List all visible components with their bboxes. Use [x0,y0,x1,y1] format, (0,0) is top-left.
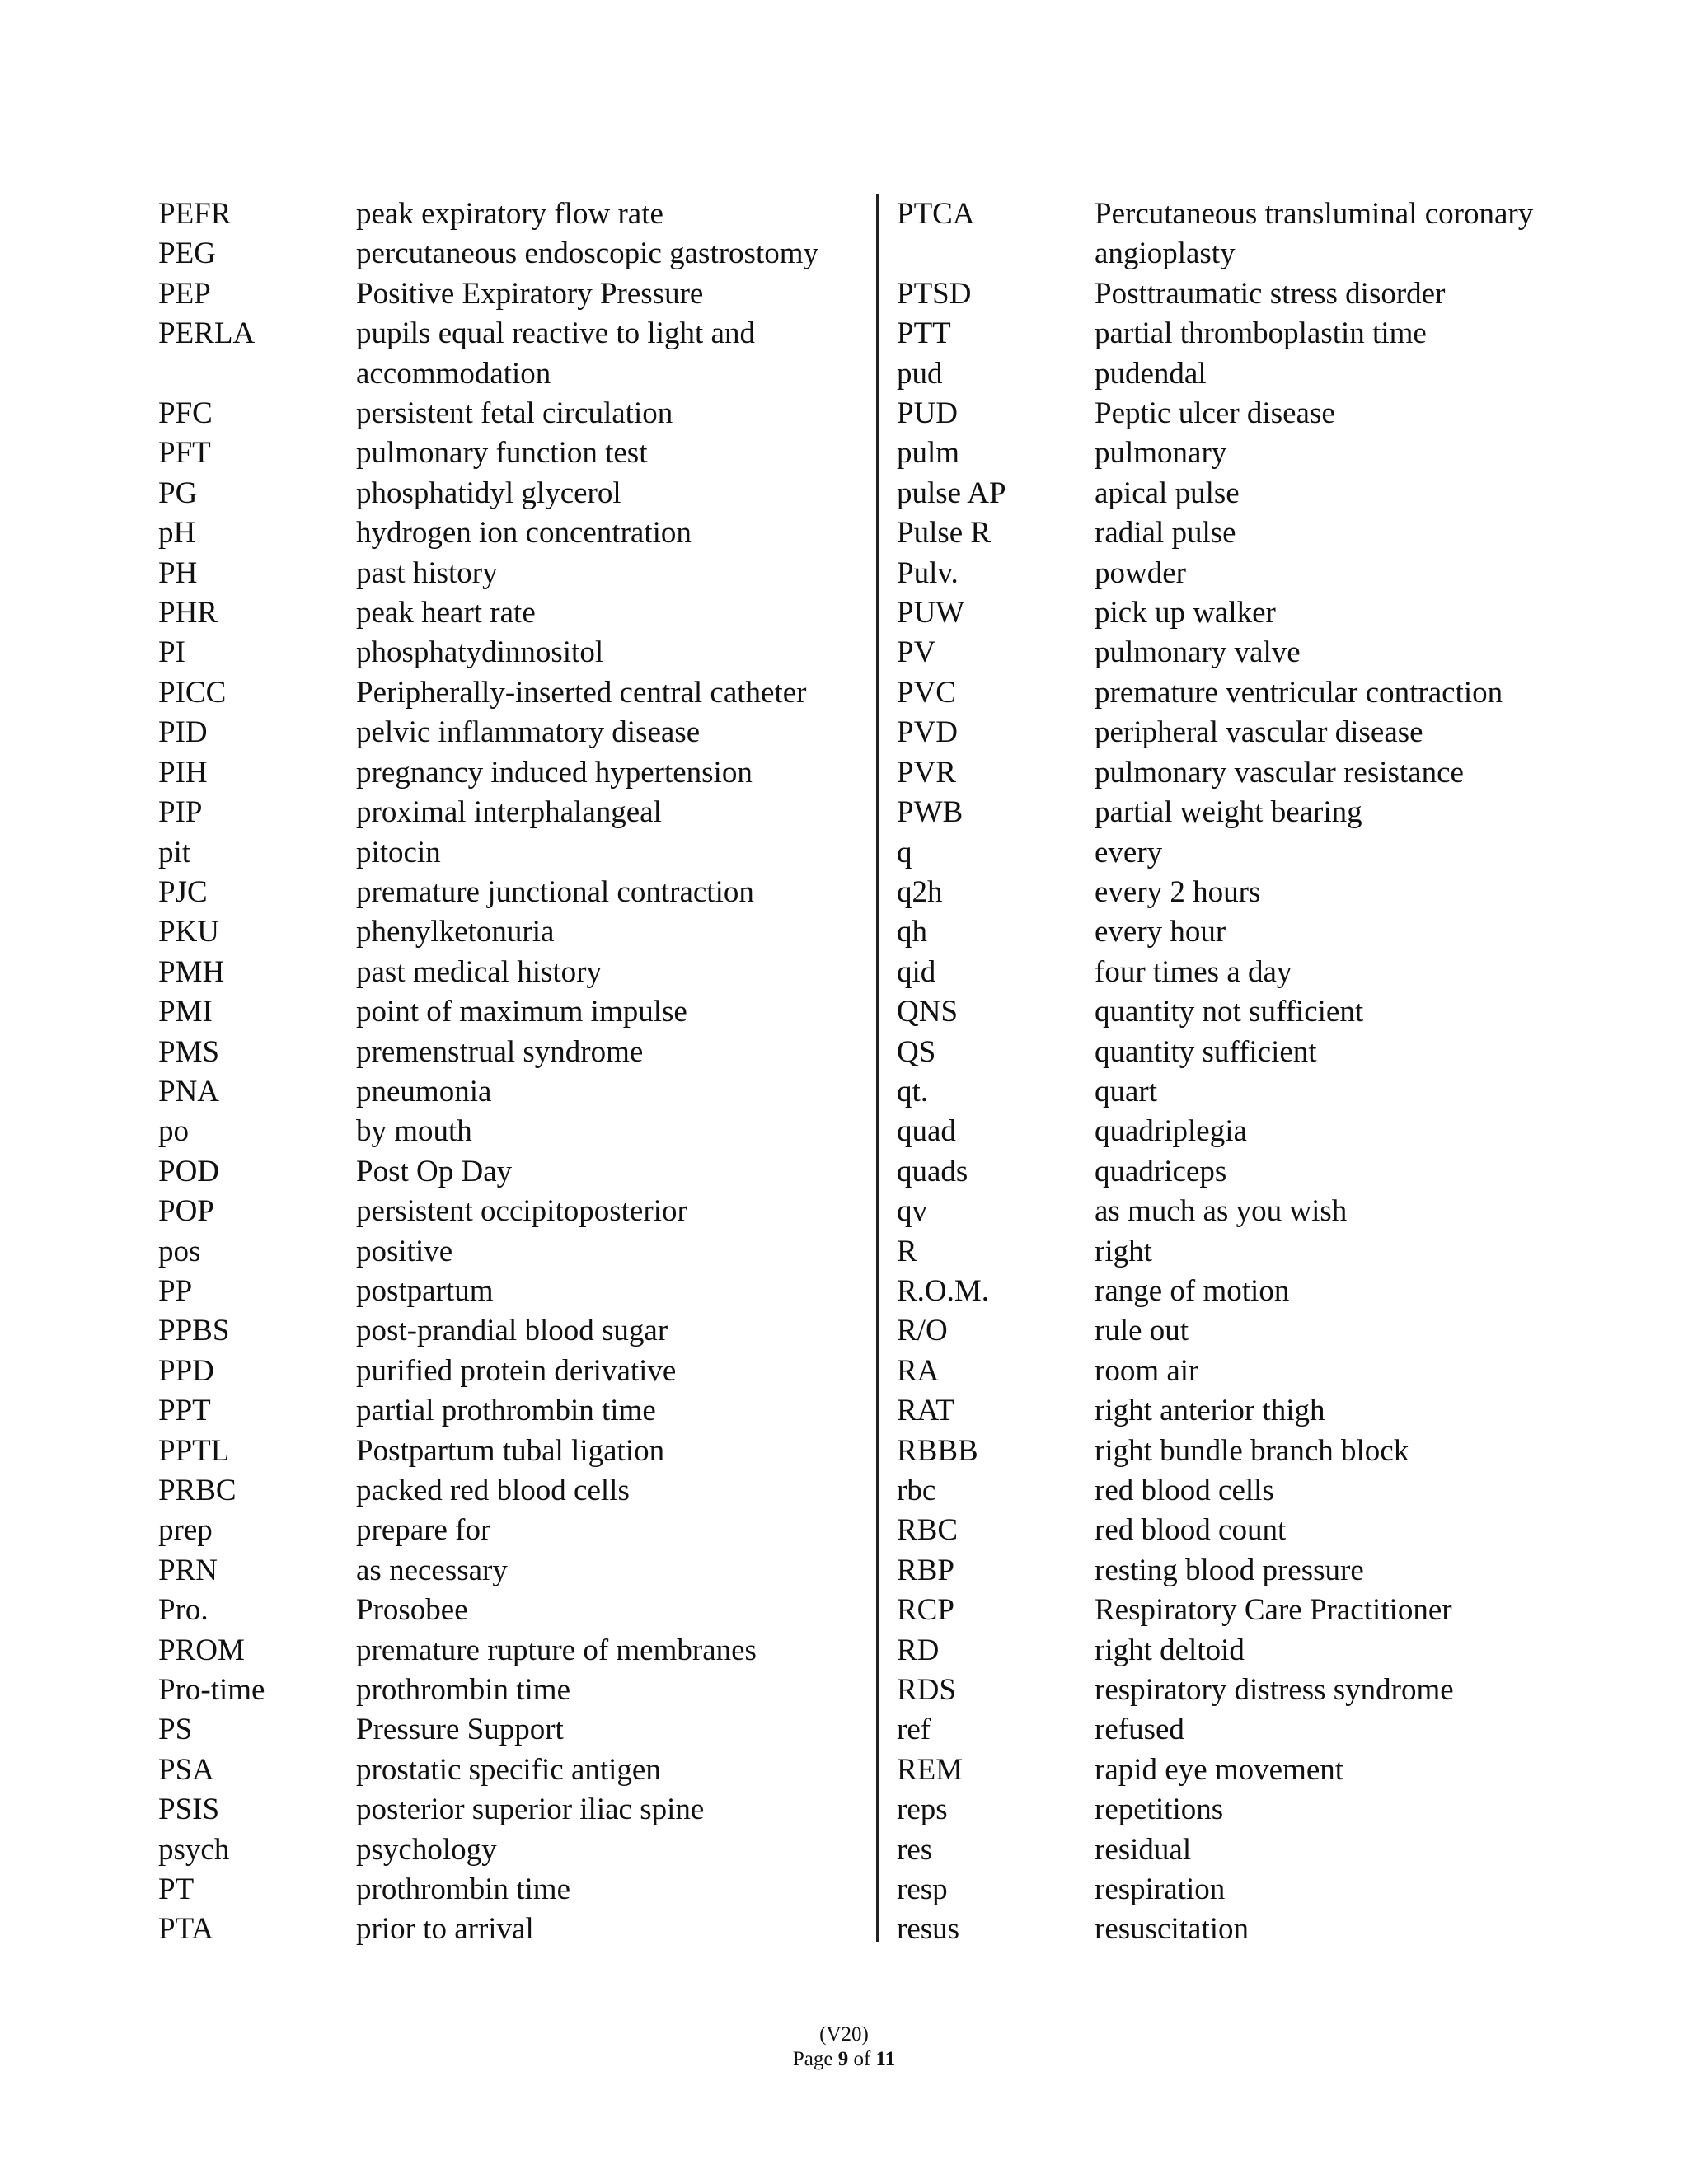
definition: quart [1095,1074,1158,1108]
abbreviation: pit [158,835,191,869]
abbreviation: Pro. [158,1593,209,1628]
abbreviation: PPT [158,1394,211,1428]
abbreviation: PMS [158,1034,220,1069]
glossary-entry [158,912,859,952]
page-current: 9 [837,2048,849,2070]
definition: positive [356,1234,453,1268]
definition: by mouth [356,1114,472,1149]
glossary-entry [897,1551,1556,1591]
definition: Pressure Support [356,1713,564,1747]
abbreviation: PIP [158,795,203,830]
glossary-entry [158,434,859,473]
definition: every hour [1095,915,1226,949]
abbreviation: Pro-time [158,1673,265,1708]
abbreviation: PRN [158,1553,218,1587]
abbreviation: PVR [897,755,956,790]
glossary-entry [158,873,859,912]
glossary-entry [158,953,859,992]
glossary-entry [158,713,859,752]
glossary-entry [158,1830,859,1870]
abbreviation: rbc [897,1474,936,1507]
glossary-entry [158,314,859,394]
glossary-entry [897,1352,1556,1391]
glossary-entry [158,1870,859,1910]
glossary-entry [897,314,1556,354]
abbreviation: qh [897,915,927,949]
definition: premenstrual syndrome [356,1034,644,1069]
definition: phosphatydinnositol [356,635,604,670]
definition: Peripherally-inserted central catheter [356,675,807,710]
abbreviation: RAT [897,1394,954,1428]
glossary-entry [897,1232,1556,1272]
abbreviation: psych [158,1832,230,1867]
glossary-entry [897,1471,1556,1511]
glossary-entry [897,1750,1556,1790]
abbreviation: po [158,1114,189,1149]
abbreviation: qt. [897,1074,929,1108]
definition: apical pulse [1095,476,1240,510]
definition: Postpartum tubal ligation [356,1433,665,1468]
definition: psychology [356,1832,497,1867]
glossary-table [0,194,1688,1947]
glossary-entry [897,194,1556,274]
definition: Respiratory Care Practitioner [1095,1593,1452,1628]
definition: pupils equal reactive to light and accommodation [356,316,755,391]
definition: radial pulse [1095,516,1236,551]
definition: packed red blood cells [356,1474,630,1507]
abbreviation: PROM [158,1633,245,1667]
abbreviation: PPTL [158,1433,230,1468]
abbreviation: R.O.M. [897,1273,990,1308]
abbreviation: pH [158,516,196,551]
definition: premature rupture of membranes [356,1633,757,1667]
abbreviation: PVC [897,675,956,710]
glossary-entry [897,992,1556,1032]
glossary-entry [897,1631,1556,1671]
glossary-entry [897,1311,1556,1351]
abbreviation: PV [897,635,936,670]
glossary-entry [897,1591,1556,1630]
glossary-entry [897,713,1556,752]
abbreviation: RA [897,1353,940,1388]
glossary-entry [158,1710,859,1750]
definition: quantity sufficient [1095,1034,1317,1069]
definition: rule out [1095,1314,1189,1348]
abbreviation: PMH [158,954,225,989]
abbreviation: pulse AP [897,476,1006,510]
glossary-entry [897,953,1556,992]
abbreviation: PEG [158,237,216,271]
glossary-entry [158,1671,859,1710]
definition: persistent occipitoposterior [356,1194,687,1229]
definition: right bundle branch block [1095,1433,1409,1468]
definition: hydrogen ion concentration [356,516,692,551]
definition: right [1095,1234,1152,1268]
abbreviation: POP [158,1194,214,1229]
page-of: of [853,2048,871,2070]
glossary-entry [897,793,1556,832]
abbreviation: resus [897,1912,960,1947]
glossary-entry [158,274,859,314]
abbreviation: RCP [897,1593,954,1628]
abbreviation: PHR [158,596,218,630]
definition: pelvic inflammatory disease [356,715,701,750]
abbreviation: PEP [158,276,211,311]
abbreviation: reps [897,1793,948,1827]
definition: Percutaneous transluminal coronary angioplasty [1095,197,1534,271]
glossary-entry [897,513,1556,553]
glossary-entry [897,912,1556,952]
definition: right deltoid [1095,1633,1245,1667]
abbreviation: PTA [158,1912,213,1947]
definition: pregnancy induced hypertension [356,755,753,790]
definition: phenylketonuria [356,915,555,949]
definition: as much as you wish [1095,1194,1348,1229]
definition: rapid eye movement [1095,1752,1344,1787]
abbreviation: RBC [897,1513,959,1548]
abbreviation: ref [897,1713,931,1747]
abbreviation: Pulv. [897,555,959,590]
glossary-entry [158,1432,859,1471]
abbreviation: pos [158,1234,201,1268]
definition: premature junctional contraction [356,874,754,909]
definition: resuscitation [1095,1912,1250,1947]
abbreviation: PS [158,1713,193,1747]
definition: pick up walker [1095,596,1276,630]
abbreviation: PUW [897,596,965,630]
abbreviation: PPBS [158,1314,230,1348]
abbreviation: PP [158,1273,193,1308]
abbreviation: PVD [897,715,959,750]
definition: pudendal [1095,356,1207,391]
abbreviation: PID [158,715,208,750]
glossary-entry [897,1710,1556,1750]
glossary-entry [158,1631,859,1671]
glossary-entry [158,554,859,593]
definition: phosphatidyl glycerol [356,476,621,510]
abbreviation: resp [897,1872,948,1907]
glossary-entry [158,1511,859,1550]
abbreviation: POD [158,1154,220,1188]
glossary-entry [158,1352,859,1391]
page-total: 11 [875,2048,896,2070]
definition: Prosobee [356,1593,468,1628]
definition: partial weight bearing [1095,795,1362,830]
abbreviation: PTSD [897,276,972,311]
glossary-entry [158,1311,859,1351]
definition: partial prothrombin time [356,1394,656,1428]
glossary-entry [158,1750,859,1790]
definition: proximal interphalangeal [356,795,662,830]
abbreviation: PICC [158,675,227,710]
abbreviation: PEFR [158,197,232,231]
abbreviation: PKU [158,915,220,949]
glossary-entry [897,1192,1556,1231]
abbreviation: quad [897,1114,956,1149]
glossary-entry [897,753,1556,793]
abbreviation: PRBC [158,1474,237,1507]
glossary-entry [158,1391,859,1431]
page-prefix: Page [792,2048,833,2070]
glossary-entry [158,753,859,793]
abbreviation: PFT [158,436,211,471]
glossary-entry [897,1272,1556,1311]
definition: postpartum [356,1273,494,1308]
glossary-entry [897,394,1556,434]
definition: pneumonia [356,1074,492,1108]
definition: peripheral vascular disease [1095,715,1423,750]
definition: premature ventricular contraction [1095,675,1503,710]
glossary-entry [158,833,859,873]
definition: right anterior thigh [1095,1394,1325,1428]
abbreviation: q2h [897,874,943,909]
abbreviation: RBP [897,1553,954,1587]
definition: percutaneous endoscopic gastrostomy [356,237,819,271]
definition: posterior superior iliac spine [356,1793,705,1827]
definition: quantity not sufficient [1095,995,1364,1029]
definition: Posttraumatic stress disorder [1095,276,1446,311]
glossary-entry [158,1112,859,1151]
definition: post-prandial blood sugar [356,1314,668,1348]
glossary-entry [897,1391,1556,1431]
right-column [897,194,1556,1950]
abbreviation: RDS [897,1673,956,1708]
definition: prepare for [356,1513,491,1548]
glossary-entry [897,1870,1556,1910]
glossary-entry [897,833,1556,873]
left-column [158,194,859,1950]
definition: quadriplegia [1095,1114,1247,1149]
abbreviation: PTT [897,316,951,351]
definition: prostatic specific antigen [356,1752,661,1787]
glossary-entry [897,1910,1556,1949]
glossary-entry [897,554,1556,593]
abbreviation: qid [897,954,936,989]
glossary-entry [158,1152,859,1192]
definition: point of maximum impulse [356,995,687,1029]
definition: quadriceps [1095,1154,1227,1188]
abbreviation: Pulse R [897,516,992,551]
glossary-entry [897,1830,1556,1870]
column-divider [876,194,879,1942]
definition: prothrombin time [356,1673,570,1708]
abbreviation: PPD [158,1353,214,1388]
abbreviation: PTCA [897,197,975,231]
glossary-entry [158,633,859,673]
glossary-entry [897,434,1556,473]
definition: pulmonary vascular resistance [1095,755,1464,790]
glossary-entry [158,593,859,633]
glossary-entry [158,1192,859,1231]
glossary-entry [897,1790,1556,1830]
abbreviation: PSIS [158,1793,220,1827]
abbreviation: RD [897,1633,940,1667]
definition: Post Op Day [356,1154,513,1188]
glossary-entry [897,1432,1556,1471]
glossary-entry [158,513,859,553]
glossary-entry [897,593,1556,633]
abbreviation: REM [897,1752,964,1787]
abbreviation: PJC [158,874,208,909]
abbreviation: R [897,1234,917,1268]
glossary-entry [897,1671,1556,1710]
definition: peak expiratory flow rate [356,197,663,231]
glossary-entry [897,1152,1556,1192]
glossary-entry [897,354,1556,394]
definition: pulmonary [1095,436,1227,471]
glossary-entry [158,1591,859,1630]
abbreviation: PMI [158,995,213,1029]
definition: past medical history [356,954,602,989]
glossary-entry [158,1072,859,1112]
definition: powder [1095,555,1186,590]
abbreviation: pud [897,356,943,391]
definition: every 2 hours [1095,874,1261,909]
abbreviation: PWB [897,795,964,830]
glossary-entry [158,234,859,274]
abbreviation: qv [897,1194,927,1229]
abbreviation: R/O [897,1314,948,1348]
definition: room air [1095,1353,1199,1388]
abbreviation: res [897,1832,933,1867]
abbreviation: PSA [158,1752,214,1787]
glossary-entry [158,1790,859,1830]
abbreviation: prep [158,1513,213,1548]
definition: respiration [1095,1872,1226,1907]
abbreviation: QNS [897,995,959,1029]
glossary-entry [158,1910,859,1949]
abbreviation: PG [158,476,198,510]
definition: four times a day [1095,954,1292,989]
definition: Peptic ulcer disease [1095,396,1335,431]
definition: residual [1095,1832,1192,1867]
definition: peak heart rate [356,596,536,630]
abbreviation: PI [158,635,185,670]
definition: resting blood pressure [1095,1553,1364,1587]
definition: red blood cells [1095,1474,1274,1507]
glossary-entry [158,793,859,832]
glossary-entry [897,873,1556,912]
glossary-entry [897,633,1556,673]
footer-page-number [0,2047,1688,2072]
abbreviation: RBBB [897,1433,978,1468]
glossary-entry [897,474,1556,513]
glossary-entry [158,1272,859,1311]
abbreviation: quads [897,1154,968,1188]
glossary-entry [897,1072,1556,1112]
footer-version: (V20) [819,2023,869,2046]
glossary-entry [897,274,1556,314]
glossary-entry [897,1511,1556,1550]
abbreviation: PNA [158,1074,220,1108]
glossary-entry [158,194,859,234]
abbreviation: PH [158,555,198,590]
glossary-entry [158,474,859,513]
definition: pulmonary function test [356,436,648,471]
definition: prior to arrival [356,1912,534,1947]
glossary-entry [897,1112,1556,1151]
definition: respiratory distress syndrome [1095,1673,1454,1708]
definition: range of motion [1095,1273,1290,1308]
definition: every [1095,835,1163,869]
glossary-entry [897,1033,1556,1072]
glossary-entry [158,1033,859,1072]
definition: Positive Expiratory Pressure [356,276,704,311]
definition: partial thromboplastin time [1095,316,1427,351]
definition: prothrombin time [356,1872,570,1907]
abbreviation: q [897,835,912,869]
definition: persistent fetal circulation [356,396,673,431]
glossary-entry [158,1232,859,1272]
glossary-entry [897,673,1556,713]
abbreviation: pulm [897,436,960,471]
abbreviation: QS [897,1034,936,1069]
abbreviation: PFC [158,396,213,431]
definition: red blood count [1095,1513,1287,1548]
definition: refused [1095,1713,1184,1747]
definition: pulmonary valve [1095,635,1301,670]
abbreviation: PUD [897,396,959,431]
glossary-entry [158,673,859,713]
abbreviation: PIH [158,755,208,790]
definition: purified protein derivative [356,1353,677,1388]
definition: repetitions [1095,1793,1224,1827]
definition: past history [356,555,498,590]
abbreviation: PERLA [158,316,256,351]
definition: as necessary [356,1553,508,1587]
abbreviation: PT [158,1872,195,1907]
definition: pitocin [356,835,441,869]
glossary-entry [158,992,859,1032]
glossary-entry [158,394,859,434]
glossary-entry [158,1471,859,1511]
glossary-entry [158,1551,859,1591]
